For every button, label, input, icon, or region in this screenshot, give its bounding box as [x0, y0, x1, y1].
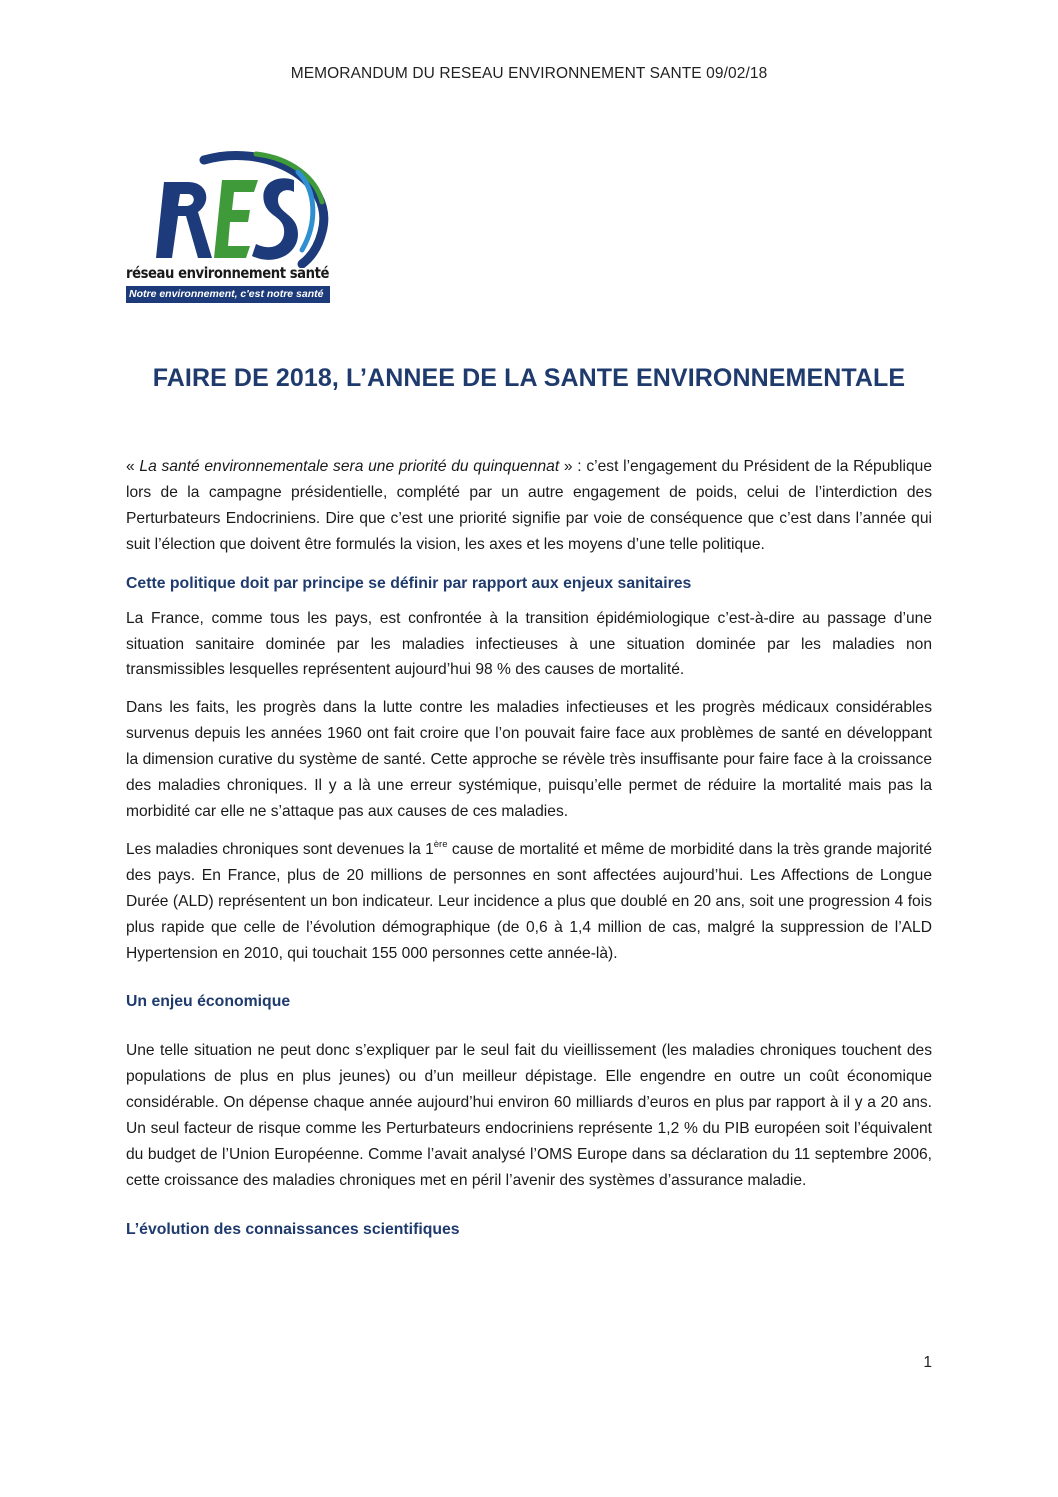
chronic-text-rest: cause de mortalité et même de morbidité dans la très grande majorité des pays. En France, plus de 20 millions de personnes en sont affectées aujourd’hui. Les Affections de Longue Durée (ALD) représentent un bon indicateur. Leur incidence a plus que doublé en 20 ans, soit une progression 4 fois plus rapide que celle de l’évolution démographique (de 0,6 à 1,4 million de cas, malgré la suppression de l’ALD Hypertension en 2010, qui touchait 155 000 personnes cette année-là). [126, 840, 932, 962]
document-title: FAIRE DE 2018, L’ANNEE DE LA SANTE ENVIRONNEMENTALE [152, 364, 906, 392]
section-heading-scientific-knowledge: L’évolution des connaissances scientifiques [126, 1220, 460, 1238]
paragraph-economic-cost: Une telle situation ne peut donc s’expliquer par le seul fait du vieillissement (les maladies chroniques touchent des populations de plus en plus jeunes) ou d’un meilleur dépistage. Elle engendre en outre un coût économique considérable. On dépense chaque année aujourd’hui environ 60 milliards d’euros en plus par rapport à il y a 20 ans. Un seul facteur de risque comme les Perturbateurs endocriniens représente 1,2 % du PIB européen soit l’équivalent du budget de l’Union Européenne. Comme l’avait analysé l’OMS Europe dans sa déclaration du 11 septembre 2006, cette croissance des maladies chroniques met en péril l’avenir des systèmes d’assurance maladie. [126, 1042, 932, 1189]
open-quote: « [126, 458, 140, 475]
res-logo-emblem [126, 150, 332, 268]
ordinal-superscript: ère [433, 838, 448, 850]
logo-organization-name: réseau environnement santé [126, 264, 329, 282]
page-number: 1 [923, 1354, 932, 1371]
intro-paragraph [126, 454, 932, 558]
quoted-commitment: La santé environnementale sera une priorité du quinquennat [139, 458, 560, 475]
section-heading-health-issues: Cette politique doit par principe se définir par rapport aux enjeux sanitaires [126, 574, 692, 592]
section-heading-economic-issue: Un enjeu économique [126, 993, 291, 1011]
paragraph-medical-progress: Dans les faits, les progrès dans la lutte contre les maladies infectieuses et les progrès médicaux considérables survenus depuis les années 1960 ont fait croire que l’on pouvait faire face aux problèmes de santé en développant la dimension curative du système de santé. Cette approche se révèle très insuffisante pour faire face à la croissance des maladies chroniques. Il y a là une erreur systémique, puisqu’elle permet de réduire la mortalité mais pas la morbidité car elle ne s’attaque pas aux causes de ces maladies. [126, 699, 932, 820]
res-logo [126, 150, 332, 305]
page-header: MEMORANDUM DU RESEAU ENVIRONNEMENT SANTE 09/02/18 [290, 65, 768, 82]
paragraph-chronic-diseases [126, 837, 932, 967]
chronic-text-start: Les maladies chroniques sont devenues la 1 [126, 840, 434, 858]
logo-tagline: Notre environnement, c'est notre santé [126, 286, 330, 303]
paragraph-epidemiological-transition: La France, comme tous les pays, est confrontée à la transition épidémiologique c’est-à-dire au passage d’une situation sanitaire dominée par les maladies infectieuses à une situation dominée par les maladies non transmissibles lesquelles représentent aujourd’hui 98 % des causes de mortalité. [126, 609, 932, 679]
document-body [126, 454, 932, 1242]
intro-text: » : c’est l’engagement du Président de la République lors de la campagne présidentielle, complété par un autre engagement de poids, celui de l’interdiction des Perturbateurs Endocriniens. Dire que c’est une priorité signifie par voie de conséquence que c’est dans l’année qui suit l’élection que doivent être formulés la vision, les axes et les moyens d’une telle politique. [126, 458, 932, 553]
